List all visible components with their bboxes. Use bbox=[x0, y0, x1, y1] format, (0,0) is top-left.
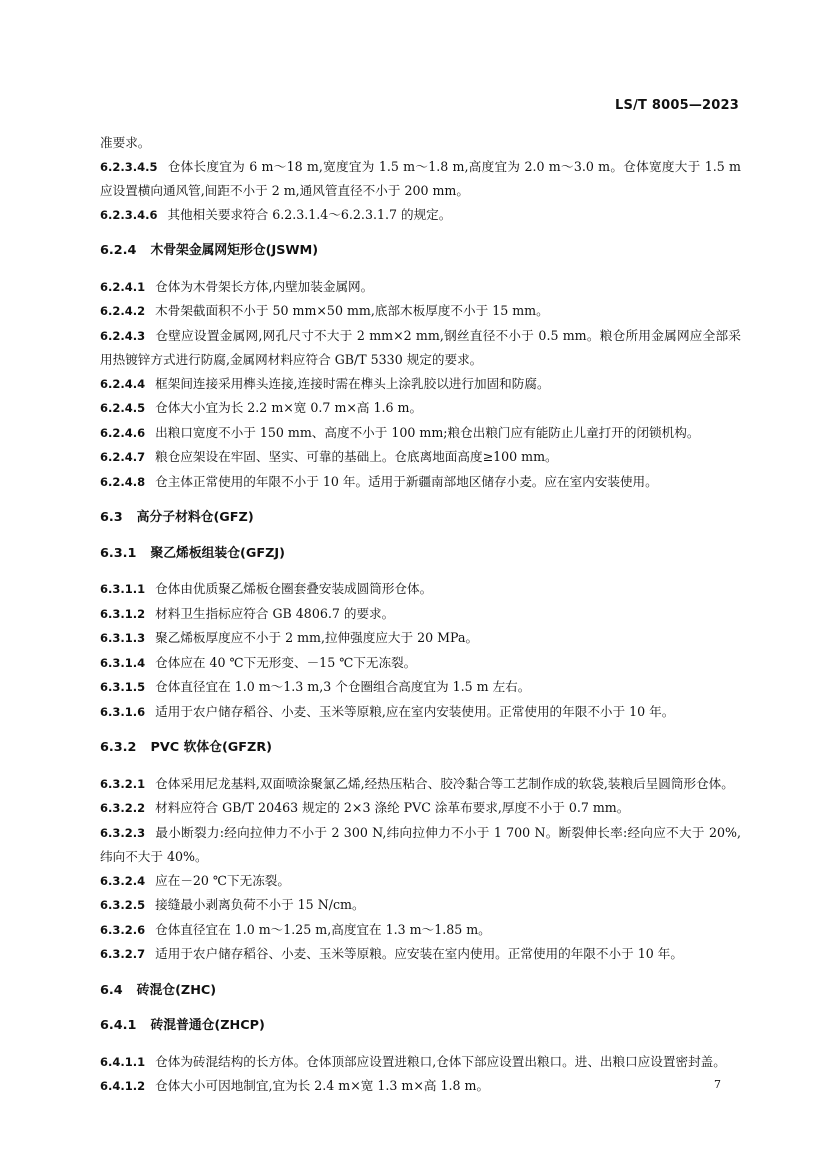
clause-text: 仓体大小可因地制宜,宜为长 2.4 m×宽 1.3 m×高 1.8 m。 bbox=[155, 1078, 490, 1093]
clause-number: 6.3.2.6 bbox=[100, 922, 146, 937]
clause-text: 出粮口宽度不小于 150 mm、高度不小于 100 mm;粮仓出粮门应有能防止儿童打开的闭锁机构。 bbox=[155, 424, 700, 440]
clause-text: 接缝最小剥离负荷不小于 15 N/cm。 bbox=[155, 897, 365, 912]
clause-number: 6.2.4.6 bbox=[100, 425, 146, 440]
section-heading bbox=[100, 736, 741, 760]
clause-number: 6.3.2.1 bbox=[100, 776, 146, 791]
section-heading bbox=[100, 979, 741, 1003]
clause-paragraph bbox=[100, 942, 741, 967]
clause-paragraph bbox=[100, 324, 741, 372]
clause-number: 6.3.1.1 bbox=[100, 582, 146, 596]
heading-text: PVC 软体仓(GFZR) bbox=[150, 740, 273, 755]
clause-number: 6.2.3.4.6 bbox=[100, 207, 158, 222]
clause-text: 仓体为砖混结构的长方体。仓体顶部应设置进粮口,仓体下部应设置出粮口。进、出粮口应设置密封盖。 bbox=[155, 1053, 726, 1069]
section-heading bbox=[100, 239, 741, 263]
clause-text: 木骨架截面积不小于 50 mm×50 mm,底部木板厚度不小于 15 mm。 bbox=[155, 303, 549, 318]
clause-number: 6.4 bbox=[100, 982, 123, 998]
clause-number: 6.2.4.7 bbox=[100, 450, 146, 464]
clause-paragraph bbox=[100, 155, 741, 203]
clause-paragraph bbox=[100, 299, 741, 324]
clause-text: 材料卫生指标应符合 GB 4806.7 的要求。 bbox=[155, 605, 395, 621]
clause-text: 准要求。 bbox=[100, 135, 151, 150]
clause-text: 仓体为木骨架长方体,内壁加装金属网。 bbox=[155, 278, 374, 294]
clause-number: 6.2.4.2 bbox=[100, 304, 146, 318]
page-number: 7 bbox=[714, 1078, 721, 1091]
clause-number: 6.4.1 bbox=[100, 1018, 137, 1033]
clause-paragraph bbox=[100, 869, 741, 894]
clause-number: 6.3.1 bbox=[100, 545, 137, 561]
clause-number: 6.3.2.5 bbox=[100, 898, 146, 912]
clause-paragraph bbox=[100, 918, 741, 943]
clause-number: 6.2.4.1 bbox=[100, 279, 146, 294]
clause-paragraph bbox=[100, 821, 741, 869]
clause-text: 应在－20 ℃下无冻裂。 bbox=[155, 872, 290, 888]
section-heading bbox=[100, 506, 741, 530]
heading-text: 木骨架金属网矩形仓(JSWM) bbox=[150, 243, 319, 258]
document-code-header: LS/T 8005—2023 bbox=[615, 98, 739, 113]
clause-paragraph bbox=[100, 602, 741, 627]
clause-text: 粮仓应架设在牢固、坚实、可靠的基础上。仓底离地面高度≥100 mm。 bbox=[155, 449, 558, 464]
clause-paragraph bbox=[100, 577, 741, 602]
clause-number: 6.3 bbox=[100, 510, 123, 525]
clause-text: 仓体采用尼龙基料,双面喷涂聚氯乙烯,经热压粘合、胶冷黏合等工艺制作成的软袋,装粮后呈圆筒形仓体。 bbox=[155, 775, 734, 791]
clause-number: 6.3.1.6 bbox=[100, 704, 146, 719]
clause-paragraph bbox=[100, 1074, 741, 1099]
clause-paragraph bbox=[100, 1050, 741, 1075]
clause-text: 仓体由优质聚乙烯板仓圈套叠安装成圆筒形仓体。 bbox=[155, 581, 433, 596]
clause-paragraph bbox=[100, 675, 741, 700]
clause-paragraph bbox=[100, 626, 741, 651]
heading-text: 高分子材料仓(GFZ) bbox=[136, 510, 254, 525]
clause-paragraph bbox=[100, 470, 741, 495]
clause-text: 聚乙烯板厚度应不小于 2 mm,拉伸强度应大于 20 MPa。 bbox=[155, 630, 479, 645]
clause-number: 6.2.4.3 bbox=[100, 328, 146, 343]
clause-number: 6.3.2 bbox=[100, 740, 137, 755]
section-heading bbox=[100, 1014, 741, 1038]
clause-paragraph bbox=[100, 796, 741, 821]
document-body bbox=[100, 131, 741, 1099]
clause-paragraph bbox=[100, 421, 741, 446]
clause-number: 6.2.3.4.5 bbox=[100, 159, 158, 174]
clause-paragraph bbox=[100, 396, 741, 421]
clause-text: 最小断裂力:经向拉伸力不小于 2 300 N,纬向拉伸力不小于 1 700 N。断裂伸长率:经向应不大于 20%,纬向不大于 40%。 bbox=[100, 824, 741, 864]
clause-number: 6.3.1.2 bbox=[100, 606, 146, 621]
clause-number: 6.3.1.3 bbox=[100, 631, 146, 645]
clause-number: 6.3.2.2 bbox=[100, 801, 146, 815]
heading-text: 砖混普通仓(ZHCP) bbox=[150, 1018, 265, 1033]
clause-text: 仓主体正常使用的年限不小于 10 年。适用于新疆南部地区储存小麦。应在室内安装使用。 bbox=[155, 473, 658, 489]
clause-number: 6.2.4.4 bbox=[100, 376, 146, 391]
clause-text: 仓壁应设置金属网,网孔尺寸不大于 2 mm×2 mm,钢丝直径不小于 0.5 mm。粮仓所用金属网应全部采用热镀锌方式进行防腐,金属网材料应符合 GB/T 5330 规定的要求。 bbox=[100, 327, 741, 367]
clause-text: 仓体直径宜在 1.0 m～1.3 m,3 个仓圈组合高度宜为 1.5 m 左右。 bbox=[155, 679, 531, 694]
clause-number: 6.3.1.5 bbox=[100, 680, 146, 694]
clause-number: 6.3.2.7 bbox=[100, 947, 146, 961]
section-heading bbox=[100, 542, 741, 566]
clause-text: 仓体应在 40 ℃下无形变、－15 ℃下无冻裂。 bbox=[155, 654, 417, 670]
clause-paragraph bbox=[100, 700, 741, 725]
clause-number: 6.3.1.4 bbox=[100, 655, 146, 670]
clause-paragraph bbox=[100, 275, 741, 300]
clause-paragraph bbox=[100, 772, 741, 797]
clause-text: 框架间连接采用榫头连接,连接时需在榫头上涂乳胶以进行加固和防腐。 bbox=[155, 375, 550, 391]
heading-text: 聚乙烯板组装仓(GFZJ) bbox=[150, 545, 285, 561]
clause-paragraph bbox=[100, 131, 741, 155]
clause-text: 仓体大小宜为长 2.2 m×宽 0.7 m×高 1.6 m。 bbox=[155, 400, 423, 415]
clause-number: 6.2.4 bbox=[100, 243, 137, 258]
clause-number: 6.4.1.1 bbox=[100, 1054, 146, 1069]
clause-number: 6.2.4.8 bbox=[100, 474, 146, 489]
clause-paragraph bbox=[100, 651, 741, 676]
clause-number: 6.3.2.3 bbox=[100, 825, 146, 840]
clause-paragraph bbox=[100, 893, 741, 918]
heading-text: 砖混仓(ZHC) bbox=[136, 982, 217, 998]
clause-paragraph bbox=[100, 445, 741, 470]
clause-paragraph bbox=[100, 203, 741, 228]
clause-text: 其他相关要求符合 6.2.3.1.4～6.2.3.1.7 的规定。 bbox=[167, 206, 452, 222]
clause-paragraph bbox=[100, 372, 741, 397]
clause-number: 6.3.2.4 bbox=[100, 873, 146, 888]
clause-text: 仓体直径宜在 1.0 m～1.25 m,高度宜在 1.3 m～1.85 m。 bbox=[155, 921, 491, 937]
clause-text: 适用于农户储存稻谷、小麦、玉米等原粮。应安装在室内使用。正常使用的年限不小于 10 年。 bbox=[155, 946, 683, 961]
clause-number: 6.4.1.2 bbox=[100, 1079, 146, 1093]
clause-text: 仓体长度宜为 6 m～18 m,宽度宜为 1.5 m～1.8 m,高度宜为 2.0 m～3.0 m。仓体宽度大于 1.5 m 应设置横向通风管,间距不小于 2 m,通风管直径不小于 200 mm。 bbox=[100, 158, 741, 198]
clause-number: 6.2.4.5 bbox=[100, 401, 146, 415]
clause-text: 材料应符合 GB/T 20463 规定的 2×3 涤纶 PVC 涂革布要求,厚度不小于 0.7 mm。 bbox=[155, 800, 630, 815]
clause-text: 适用于农户储存稻谷、小麦、玉米等原粮,应在室内安装使用。正常使用的年限不小于 10 年。 bbox=[155, 703, 675, 719]
